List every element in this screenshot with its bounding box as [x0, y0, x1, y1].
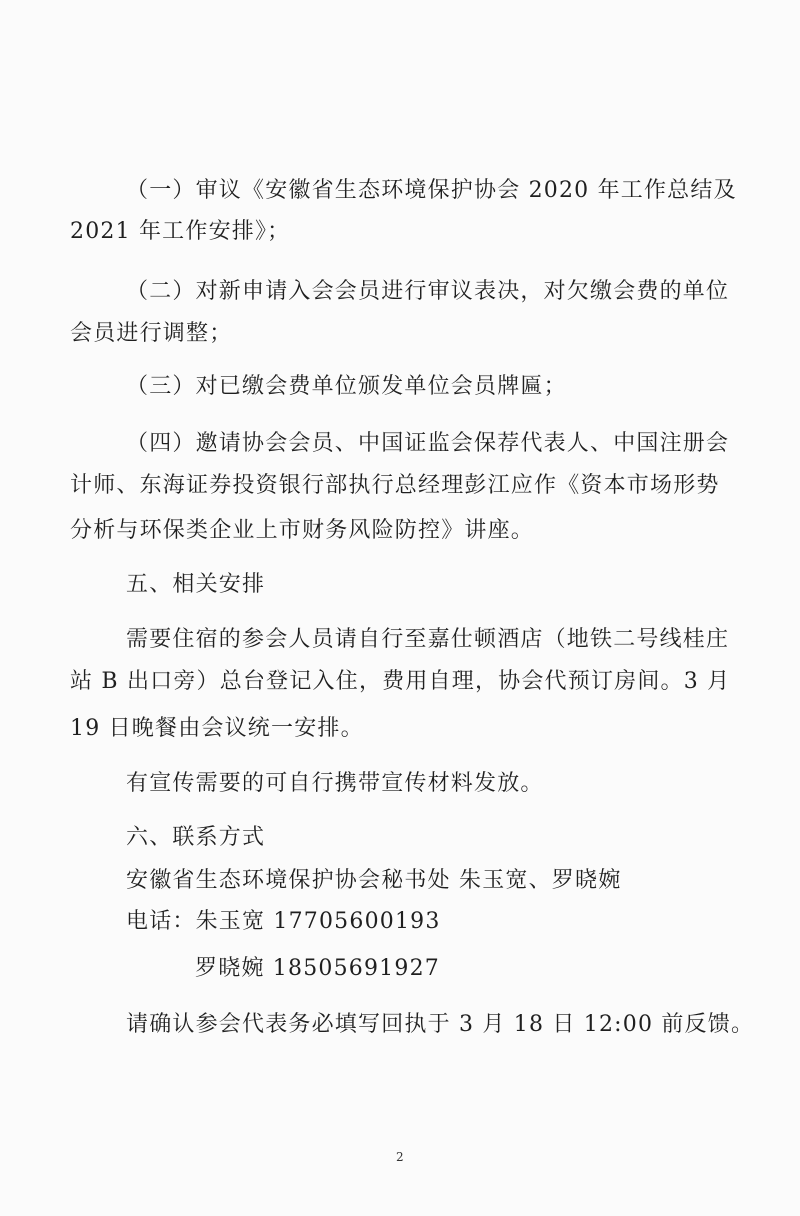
contact-phone-line-1: 电话：朱玉宽 17705600193	[126, 909, 441, 934]
section-five-heading: 五、相关安排	[126, 572, 266, 597]
section-five-paragraph-1-line-3: 19 日晚餐由会议统一安排。	[70, 716, 364, 741]
section-six-heading: 六、联系方式	[126, 825, 266, 850]
section-five-paragraph-1-line-2: 站 B 出口旁）总台登记入住，费用自理，协会代预订房间。3 月	[70, 669, 731, 694]
agenda-item-2-line-1: （二）对新申请入会会员进行审议表决，对欠缴会费的单位	[126, 279, 730, 304]
agenda-item-3-line-1: （三）对已缴会费单位颁发单位会员牌匾；	[126, 374, 567, 399]
agenda-item-2-line-2: 会员进行调整；	[70, 321, 233, 346]
page-number: 2	[396, 1150, 404, 1164]
closing-note: 请确认参会代表务必填写回执于 3 月 18 日 12:00 前反馈。	[126, 1012, 755, 1037]
agenda-item-1-line-2: 2021 年工作安排》；	[70, 219, 291, 244]
contact-office-line: 安徽省生态环境保护协会秘书处 朱玉宽、罗晓婉	[126, 868, 622, 893]
agenda-item-4-line-1: （四）邀请协会会员、中国证监会保荐代表人、中国注册会	[126, 431, 730, 456]
section-five-paragraph-2: 有宣传需要的可自行携带宣传材料发放。	[126, 771, 544, 796]
section-five-paragraph-1-line-1: 需要住宿的参会人员请自行至嘉仕顿酒店（地铁二号线桂庄	[126, 627, 730, 652]
agenda-item-4-line-2: 计师、东海证券投资银行部执行总经理彭江应作《资本市场形势	[70, 473, 720, 498]
contact-phone-line-2: 罗晓婉 18505691927	[195, 956, 440, 981]
agenda-item-4-line-3: 分析与环保类企业上市财务风险防控》讲座。	[70, 518, 535, 543]
agenda-item-1-line-1: （一）审议《安徽省生态环境保护协会 2020 年工作总结及	[126, 178, 737, 203]
